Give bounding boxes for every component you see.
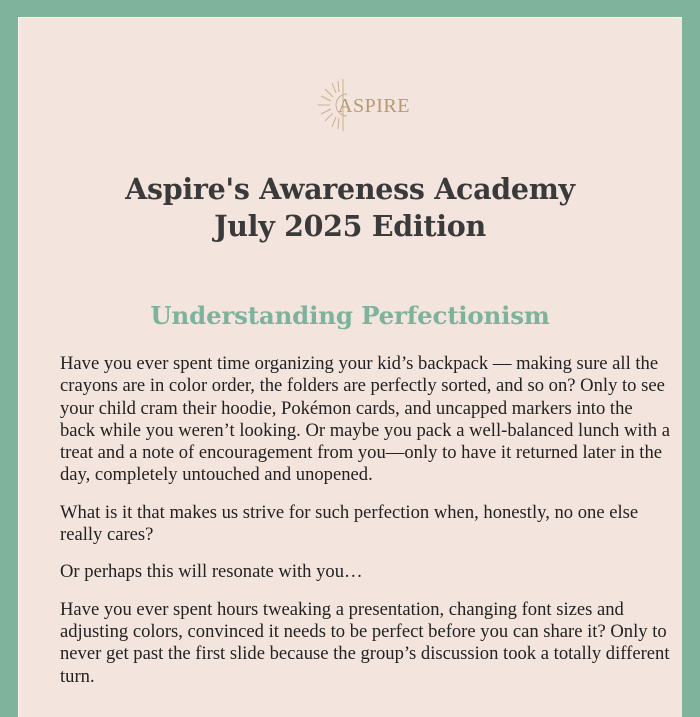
aspire-logo [316,79,426,131]
paragraph: Or perhaps this will resonate with you… [60,561,363,583]
paragraph: What is it that makes us strive for such perfection when, honestly, no one else really cares? [60,501,639,546]
title-line-2: July 2025 Edition [214,209,486,243]
paragraph: Have you ever spent time organizing your kid’s backpack — making sure all the crayons are in color order, the folders are perfectly sorted, and so on? Only to see your child cram their hoodie, Pokémon cards, and uncapped markers into the back while you weren’t looking. Or maybe you pack a well-balanced lunch with a treat and a note of encouragement from you—only to have it returned later in the day, completely untouched and unopened. [60,353,670,486]
newsletter-page [18,17,682,717]
newsletter-title [18,171,682,245]
logo-text: ASPIRE [338,95,410,117]
article-body [60,353,670,703]
article-heading: Understanding Perfectionism [150,301,550,330]
title-line-1: Aspire's Awareness Academy [125,172,575,206]
paragraph: Have you ever spent hours tweaking a presentation, changing font sizes and adjusting colors, convinced it needs to be perfect before you can share it? Only to never get past the first slide because the group’s discussion took a totally different turn. [60,598,670,687]
